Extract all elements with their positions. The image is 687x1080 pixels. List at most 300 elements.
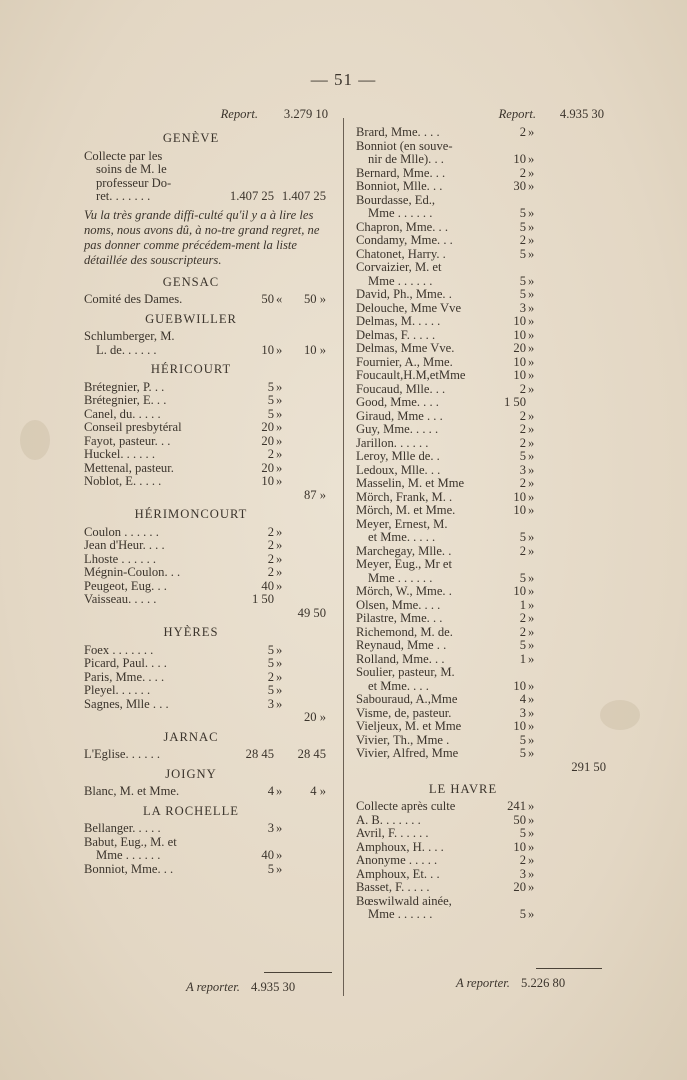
entry-name: ret. . . . . . .	[96, 189, 151, 203]
entry-amount: 1	[519, 597, 526, 612]
section-heading: GENÈVE	[162, 131, 220, 145]
entry-row	[356, 356, 606, 370]
entry-name: Condamy, Mme. . .	[356, 233, 453, 247]
entry-amount: 5	[519, 246, 526, 261]
entry-suffix: »	[276, 683, 283, 697]
entry-total: 4 »	[310, 784, 326, 798]
entry-name: Mörch, M. et Mme.	[356, 503, 456, 517]
entry-name: A. B. . . . . . .	[356, 812, 421, 827]
entry-amount: 2	[519, 233, 526, 247]
entry-amount: 50	[261, 292, 274, 306]
entry-total: 50 »	[303, 292, 326, 306]
entry-name: Blanc, M. et Mme.	[84, 784, 180, 798]
entry-row	[356, 734, 606, 748]
entry-amount: 1 50	[251, 592, 274, 606]
entry-row	[356, 450, 606, 464]
entry-name: Amphoux, H. . . .	[356, 839, 444, 854]
entry-row	[356, 383, 606, 397]
entry-row	[84, 150, 334, 164]
entry-row	[84, 657, 334, 671]
entry-row	[84, 408, 334, 422]
entry-name: Chatonet, Harry. .	[356, 246, 446, 261]
entry-suffix: »	[528, 719, 535, 733]
entry-name: Mme . . . . . .	[368, 570, 433, 585]
entry-row	[84, 177, 334, 191]
entry-row	[356, 720, 606, 734]
entry-row	[356, 558, 606, 572]
entry-name: Basset, F. . . . .	[356, 880, 430, 894]
entry-amount: 3	[519, 462, 526, 477]
entry-amount: 10	[513, 839, 526, 854]
section-heading: HYÈRES	[163, 625, 219, 639]
entry-name: Sabouraud, A.,Mme	[356, 692, 458, 706]
report-line	[84, 108, 334, 126]
entry-name: Bonniot, Mlle. . .	[356, 179, 443, 193]
entry-name: Bellanger. . . . .	[84, 821, 161, 835]
entry-name: Conseil presbytéral	[84, 420, 182, 434]
entry-row	[356, 680, 606, 694]
entry-suffix: »	[528, 651, 535, 666]
entry-amount: 10	[513, 152, 526, 166]
entry-suffix: »	[276, 474, 283, 488]
entry-name: Good, Mme. . . .	[356, 395, 439, 409]
entry-row	[84, 785, 334, 799]
entry-amount: 2	[267, 669, 274, 684]
entry-name: L. de. . . . . .	[96, 342, 157, 357]
entry-amount: 3	[519, 705, 526, 720]
entry-amount: 3	[519, 866, 526, 881]
entry-row	[356, 585, 606, 599]
entry-suffix: »	[528, 826, 535, 840]
entry-amount: 3	[267, 696, 274, 711]
section-heading: GENSAC	[162, 274, 220, 289]
entry-name: Collecte après culte	[356, 799, 456, 813]
entry-name: Pleyel. . . . . .	[84, 683, 151, 697]
entry-total: 28 45	[297, 747, 326, 761]
entry-row	[84, 190, 334, 204]
entry-suffix: »	[528, 341, 535, 355]
entry-row	[356, 234, 606, 248]
entry-row	[84, 489, 334, 503]
entry-name: Mme . . . . . .	[96, 848, 161, 862]
entry-amount: 2	[519, 125, 526, 139]
entry-suffix: »	[528, 732, 535, 747]
entry-row	[356, 342, 606, 356]
entry-suffix: »	[528, 812, 535, 827]
entry-name: Visme, de, pasteur.	[356, 705, 452, 720]
entry-row	[356, 261, 606, 275]
entry-amount: 5	[519, 746, 526, 760]
entry-amount: 1	[519, 651, 526, 666]
entry-name: Pilastre, Mme. . .	[356, 611, 443, 625]
entry-row	[356, 437, 606, 451]
report-label: Report.	[498, 107, 536, 121]
entry-suffix: »	[276, 861, 283, 876]
entry-amount: 3	[519, 300, 526, 315]
entry-total: 10 »	[303, 342, 326, 357]
entry-amount: 2	[519, 435, 526, 450]
entry-name: David, Ph., Mme. .	[356, 287, 452, 301]
entry-row	[356, 410, 606, 424]
entry-suffix: »	[528, 839, 535, 854]
entry-amount: 20	[261, 420, 274, 434]
entry-row	[84, 566, 334, 580]
entry-row	[356, 504, 606, 518]
entry-name: Guy, Mme. . . . .	[356, 422, 439, 436]
entry-row	[84, 421, 334, 435]
entry-name: Avril, F. . . . . .	[356, 826, 429, 840]
entry-name: Amphoux, Et. . .	[356, 866, 440, 881]
entry-amount: 5	[267, 406, 274, 421]
entry-amount: 2	[519, 611, 526, 625]
entry-name: Lhoste . . . . . .	[84, 551, 157, 566]
entry-suffix: »	[276, 420, 283, 434]
entry-row	[356, 477, 606, 491]
entry-row	[356, 140, 606, 154]
entry-name: et Mme. . . . .	[368, 530, 436, 544]
entry-amount: 5	[267, 861, 274, 876]
entry-row	[84, 435, 334, 449]
entry-suffix: »	[528, 530, 535, 544]
entry-name: Paris, Mme. . . .	[84, 669, 165, 684]
entry-name: Mörch, W., Mme. .	[356, 584, 452, 598]
entry-name: Masselin, M. et Mme	[356, 476, 465, 490]
column-divider	[343, 118, 344, 996]
note-text: Vu la très grande diffi-culté qu'il y a à lire les noms, nous avons dû, à no-tre grand regret, ne pas donner comme précédem-ment la liste détaillée des souscripteurs.	[84, 207, 320, 267]
entry-amount: 5	[267, 656, 274, 670]
entry-amount: 2	[267, 447, 274, 461]
entry-name: Noblot, E. . . . .	[84, 474, 162, 488]
entry-name: Bernard, Mme. . .	[356, 165, 446, 180]
entry-amount: 10	[261, 474, 274, 488]
entry-suffix: »	[528, 692, 535, 706]
entry-name: Ledoux, Mlle. . .	[356, 462, 441, 477]
entry-name: Bonniot (en souve-	[356, 138, 453, 153]
entry-amount: 20	[261, 460, 274, 475]
report-line	[356, 108, 606, 126]
entry-suffix: »	[528, 570, 535, 585]
entry-amount: 4	[519, 692, 526, 706]
entry-suffix: »	[528, 165, 535, 180]
entry-suffix: »	[276, 656, 283, 670]
entry-name: Foucault,H.M,etMme	[356, 368, 466, 382]
entry-suffix: »	[276, 393, 283, 407]
entry-amount: 28 45	[245, 747, 274, 761]
entry-suffix: »	[528, 435, 535, 450]
left-column	[84, 108, 334, 876]
entry-amount: 5	[267, 379, 274, 394]
entry-amount: 10	[513, 354, 526, 369]
entry-row	[84, 836, 334, 850]
entry-name: Collecte par les	[84, 148, 163, 163]
entry-amount: 2	[519, 408, 526, 423]
entry-name: professeur Do-	[96, 175, 172, 190]
entry-name: Brard, Mme. . . .	[356, 125, 440, 139]
entry-name: Vivier, Th., Mme .	[356, 732, 450, 747]
entry-amount: 5	[519, 907, 526, 921]
entry-row	[84, 671, 334, 685]
entry-name: Picard, Paul. . . .	[84, 656, 167, 670]
entry-suffix: »	[276, 551, 283, 566]
entry-row	[84, 593, 334, 607]
entry-suffix: »	[276, 821, 283, 835]
entry-row	[84, 849, 334, 863]
paper-stain	[600, 700, 640, 730]
entry-amount: 4	[267, 784, 274, 798]
entry-name: Canel, du. . . . .	[84, 406, 161, 421]
entry-total: 87 »	[303, 487, 326, 502]
entry-row	[356, 599, 606, 613]
entry-amount: 5	[519, 287, 526, 301]
entry-suffix: »	[276, 538, 283, 552]
page-number: — 51 —	[310, 70, 377, 89]
entry-name: Sagnes, Mlle . . .	[84, 696, 169, 711]
entry-suffix: «	[276, 292, 283, 306]
entry-row	[356, 854, 606, 868]
entry-suffix: »	[528, 422, 535, 436]
entry-row	[356, 288, 606, 302]
entry-suffix: »	[528, 381, 535, 396]
entry-amount: 40	[261, 578, 274, 593]
entry-amount: 20	[261, 433, 274, 448]
entry-name: Richemond, M. de.	[356, 624, 453, 639]
entry-row	[84, 448, 334, 462]
entry-suffix: »	[528, 678, 535, 693]
footer-amount: 5.226 80	[521, 976, 566, 990]
entry-suffix: »	[528, 246, 535, 261]
entry-suffix: »	[528, 705, 535, 720]
entry-amount: 5	[267, 683, 274, 697]
entry-suffix: »	[276, 379, 283, 394]
entry-suffix: »	[276, 447, 283, 461]
entry-amount: 3	[267, 821, 274, 835]
report-label: Report.	[220, 107, 258, 121]
entry-name: Huckel. . . . . .	[84, 447, 155, 461]
entry-row	[356, 868, 606, 882]
report-amount: 4.935 30	[559, 107, 604, 121]
entry-row	[356, 707, 606, 721]
entry-suffix: »	[276, 524, 283, 539]
entry-amount: 10	[513, 678, 526, 693]
entry-amount: 5	[519, 638, 526, 652]
entry-suffix: »	[528, 125, 535, 139]
entry-name: Brétegnier, E. . .	[84, 393, 167, 407]
entry-amount: 10	[513, 719, 526, 733]
entry-suffix: »	[276, 696, 283, 711]
entry-name: Reynaud, Mme . .	[356, 638, 447, 652]
entry-row	[356, 814, 606, 828]
entry-row	[84, 539, 334, 553]
entry-suffix: »	[528, 462, 535, 477]
entry-row	[356, 167, 606, 181]
entry-row	[84, 475, 334, 489]
entry-suffix: »	[276, 565, 283, 579]
entry-name: Brétegnier, P. . .	[84, 379, 165, 394]
entry-amount: 1.407 25	[229, 189, 274, 203]
section-heading: GUEBWILLER	[145, 311, 237, 326]
entry-name: L'Eglise. . . . . .	[84, 747, 161, 761]
entry-row	[356, 248, 606, 262]
entry-row	[356, 747, 606, 761]
entry-suffix: »	[528, 206, 535, 220]
entry-name: Peugeot, Eug. . .	[84, 578, 167, 593]
entry-suffix: »	[528, 489, 535, 504]
entry-name	[84, 711, 87, 725]
entry-suffix: »	[528, 300, 535, 315]
entry-row	[356, 518, 606, 532]
entry-suffix: »	[528, 152, 535, 166]
entry-suffix: »	[276, 642, 283, 657]
entry-row	[356, 881, 606, 895]
footer-label: A reporter.	[456, 976, 510, 990]
entry-amount: 10	[261, 342, 274, 357]
left-footer	[186, 980, 295, 995]
entry-total: 49 50	[297, 605, 326, 620]
entry-total: 1.407 25	[281, 189, 326, 203]
entry-amount: 10	[513, 314, 526, 328]
entry-total: 20 »	[303, 710, 326, 724]
entry-name: Meyer, Eug., Mr et	[356, 557, 453, 571]
entry-row	[356, 491, 606, 505]
entry-suffix: »	[528, 799, 535, 813]
entry-row	[356, 895, 606, 909]
entry-suffix: »	[276, 433, 283, 448]
entry-amount: 2	[519, 476, 526, 490]
entry-name: Vivier, Alfred, Mme	[356, 746, 459, 760]
entry-amount: 5	[267, 642, 274, 657]
entry-row	[356, 126, 606, 140]
entry-suffix: »	[276, 578, 283, 593]
section-heading: HÉRIMONCOURT	[134, 507, 248, 521]
entry-name: Meyer, Ernest, M.	[356, 516, 448, 531]
entry-row	[356, 221, 606, 235]
entry-row	[356, 531, 606, 545]
entry-name: Marchegay, Mlle. .	[356, 543, 452, 558]
entry-row	[84, 344, 334, 358]
entry-suffix: »	[276, 848, 283, 862]
entry-suffix: »	[528, 449, 535, 463]
entry-amount: 5	[519, 732, 526, 747]
entry-amount: 2	[519, 422, 526, 436]
entry-row	[356, 464, 606, 478]
entry-amount: 50	[513, 812, 526, 827]
entry-name: Vieljeux, M. et Mme	[356, 719, 462, 733]
entry-name: Jean d'Heur. . . .	[84, 538, 165, 552]
entry-row	[84, 163, 334, 177]
entry-name	[84, 489, 87, 503]
entry-amount: 2	[519, 165, 526, 180]
entry-name	[84, 607, 87, 621]
entry-suffix: »	[528, 503, 535, 517]
entry-amount: 10	[513, 503, 526, 517]
entry-amount: 2	[519, 543, 526, 558]
entry-row	[84, 293, 334, 307]
entry-name: Mme . . . . . .	[368, 206, 433, 220]
entry-name: Corvaizier, M. et	[356, 260, 442, 274]
entry-suffix: »	[528, 584, 535, 598]
entry-suffix: »	[276, 406, 283, 421]
entry-suffix: »	[528, 866, 535, 881]
footer-rule	[536, 968, 602, 969]
footer-label: A reporter.	[186, 980, 240, 994]
entry-suffix: »	[528, 543, 535, 558]
entry-amount: 2	[267, 565, 274, 579]
entry-amount: 2	[519, 853, 526, 867]
entry-name: Mörch, Frank, M. .	[356, 489, 453, 504]
entry-row	[356, 275, 606, 289]
entry-name: Bonniot, Mme. . .	[84, 861, 174, 876]
entry-row	[356, 666, 606, 680]
entry-row	[356, 423, 606, 437]
entry-suffix: »	[528, 354, 535, 369]
entry-name: Jarillon. . . . . .	[356, 435, 429, 450]
entry-name: Chapron, Mme. . .	[356, 219, 448, 234]
entry-name: Rolland, Mme. . .	[356, 651, 445, 666]
entry-suffix: »	[276, 669, 283, 684]
entry-name: Anonyme . . . . .	[356, 853, 438, 867]
entry-row	[84, 330, 334, 344]
entry-amount: 5	[519, 530, 526, 544]
entry-row	[84, 394, 334, 408]
entry-name: Foucaud, Mlle. . .	[356, 381, 446, 396]
entry-name: Leroy, Mlle de. .	[356, 449, 440, 463]
entry-amount: 2	[519, 624, 526, 639]
right-footer	[456, 976, 565, 991]
entry-suffix: »	[528, 746, 535, 760]
entry-row	[356, 545, 606, 559]
entry-name: Mme . . . . . .	[368, 907, 433, 921]
report-amount: 3.279 10	[283, 107, 328, 121]
entry-row	[356, 827, 606, 841]
footer-amount: 4.935 30	[251, 980, 296, 994]
entry-name: Fournier, A., Mme.	[356, 354, 453, 369]
entry-row	[84, 698, 334, 712]
section-heading: HÉRICOURT	[150, 362, 232, 376]
entry-name: Bœswilwald ainée,	[356, 893, 452, 908]
entry-row	[356, 693, 606, 707]
entry-name: Olsen, Mme. . . .	[356, 597, 441, 612]
entry-name: Bourdasse, Ed.,	[356, 192, 436, 207]
entry-name: Schlumberger, M.	[84, 329, 175, 343]
entry-name: Coulon . . . . . .	[84, 524, 159, 539]
entry-name: Vaisseau. . . . .	[84, 592, 157, 606]
entry-suffix: »	[528, 476, 535, 490]
entry-amount: 5	[519, 826, 526, 840]
entry-row	[356, 653, 606, 667]
subtotal-line	[356, 761, 606, 779]
entry-amount: 2	[267, 524, 274, 539]
entry-row	[84, 684, 334, 698]
entry-name: Giraud, Mme . . .	[356, 408, 443, 423]
entry-name: Delmas, Mme Vve.	[356, 341, 455, 355]
entry-amount: 5	[519, 273, 526, 288]
entry-name: Soulier, pasteur, M.	[356, 665, 455, 679]
entry-suffix: »	[528, 233, 535, 247]
entry-row	[356, 194, 606, 208]
entry-amount: 241	[507, 799, 526, 813]
entry-row	[356, 302, 606, 316]
right-column	[356, 108, 606, 922]
entry-amount: 2	[267, 551, 274, 566]
entry-suffix: »	[528, 907, 535, 921]
entry-name: Foex . . . . . . .	[84, 642, 154, 657]
entry-row	[84, 822, 334, 836]
entry-amount: 5	[519, 570, 526, 585]
entry-row	[84, 580, 334, 594]
entry-row	[356, 908, 606, 922]
entry-amount: 2	[519, 381, 526, 396]
entry-amount: 30	[513, 179, 526, 193]
